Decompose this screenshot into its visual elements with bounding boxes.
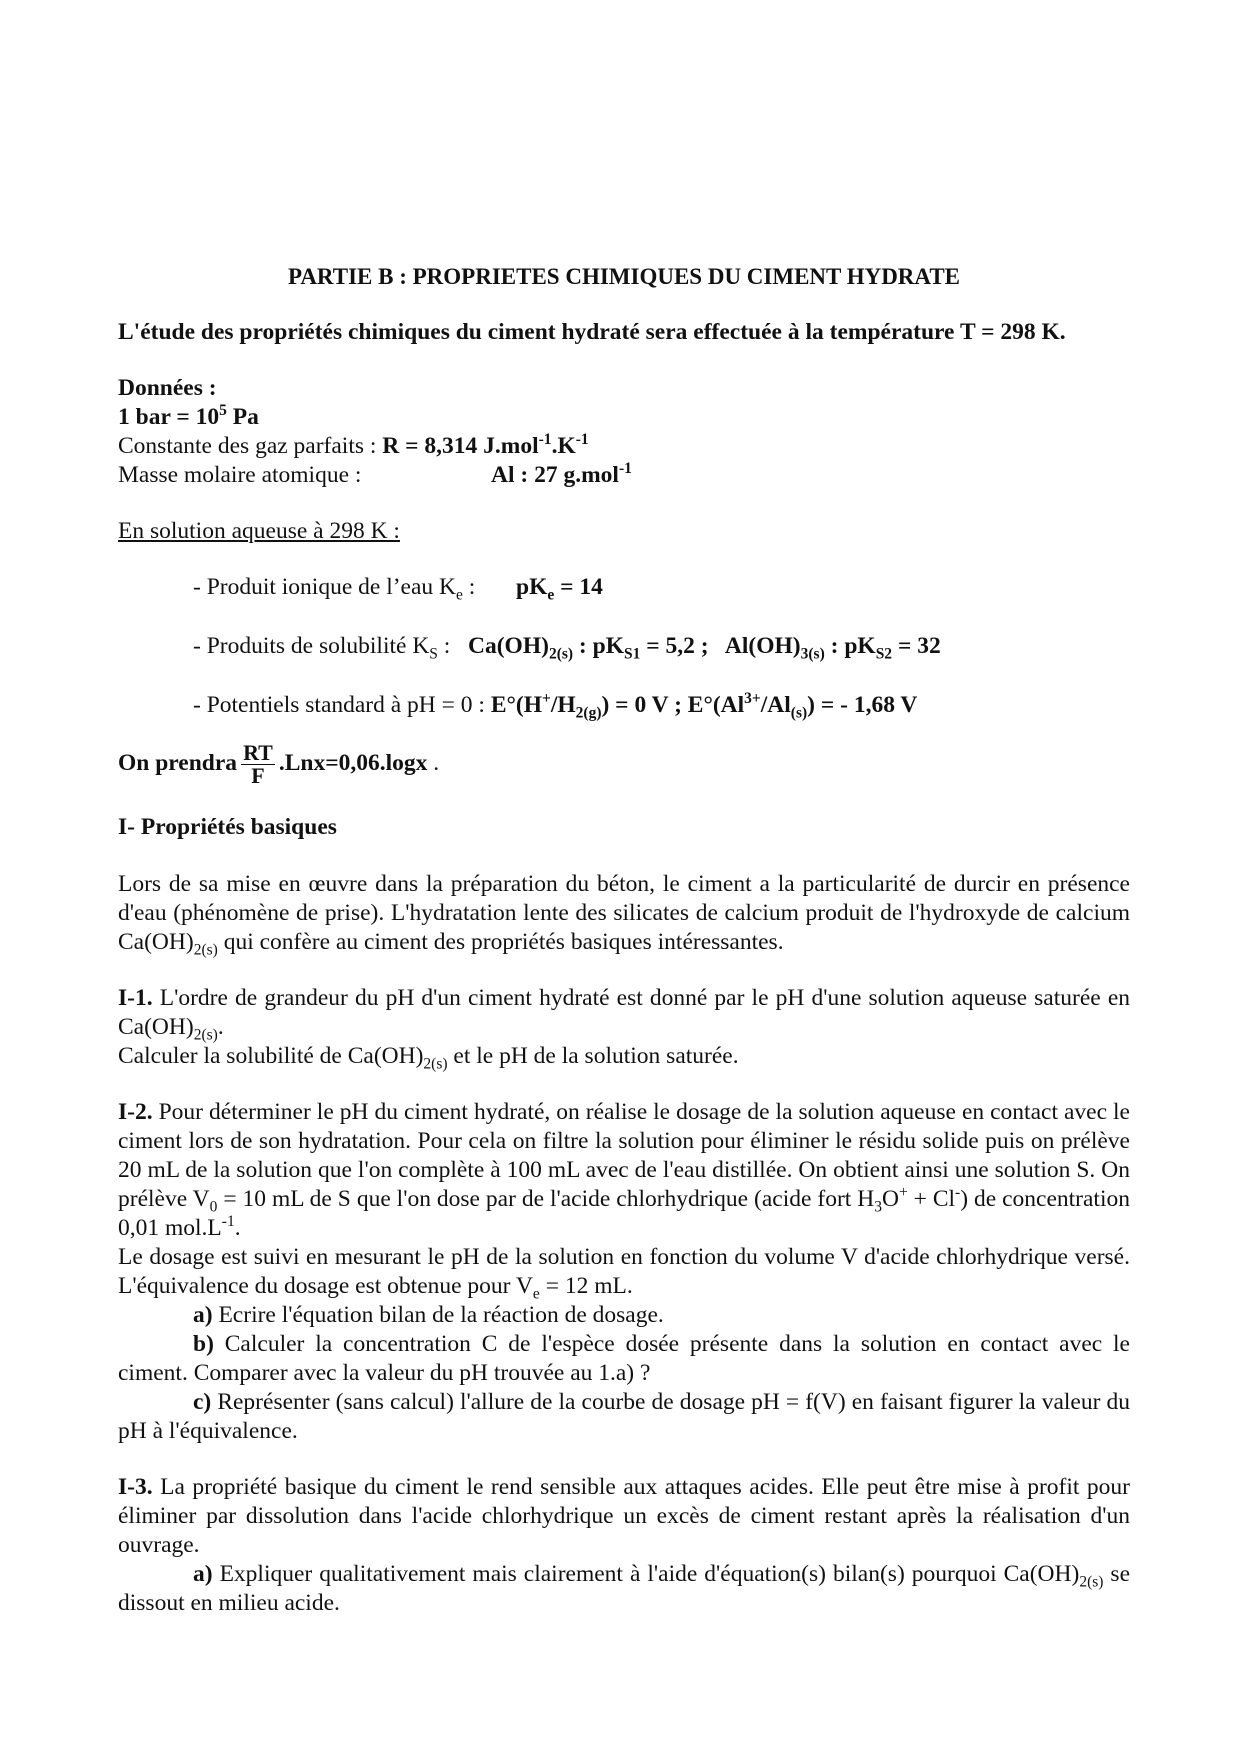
section-heading-proprietes-basiques: I- Propriétés basiques xyxy=(118,814,337,840)
masse-molaire-line: Masse molaire atomique : Al : 27 g.mol$^{-1}$ xyxy=(118,460,632,488)
page-title: PARTIE B : PROPRIETES CHIMIQUES DU CIMENT HYDRATE xyxy=(287,264,961,289)
gaz-constant-line: Constante des gaz parfaits : R = 8,314 $J.mol^{-1}.K^{-1}$ xyxy=(118,431,589,459)
potentiels-line: - Potentiels standard à pH = 0 : $E^\circ(H^+/H_{2(g)}) = 0$ V ; $E^\circ(Al^{3+}/Al_{(s)})$ = - 1,68 V xyxy=(193,690,918,722)
question-i-3: I-3. La propriété basique du ciment le rend sensible aux attaques acides. Elle peut être mise à profit pour éliminer par dissolution dans l'acide chlorhydrique un excès de ciment restant après la réalisation d'un ouvrage. a) Expliquer qualitativement mais clairement à l'aide d'équation(s) bilan(s) pourquoi $Ca(OH)_{2(s)}$ se dissout en milieu acide. xyxy=(118,1474,1130,1616)
question-i-3-a: a) Expliquer qualitativement mais clairement à l'aide d'équation(s) bilan(s) pourquoi $Ca(OH)_{2(s)}$ se dissout en milieu acide. xyxy=(118,1561,1130,1616)
page-content xyxy=(118,262,1130,1618)
solubilite-line: - Produits de solubilité $K_S$ : $Ca(OH)_{2(s)}$ : $pK_{S1} = 5,2$ ; $Al(OH)_{3(s)}$ : $pK_{S2} = 32$ xyxy=(193,633,941,663)
question-i-2-a: a) Ecrire l'équation bilan de la réaction de dosage. xyxy=(193,1302,664,1328)
intro-text: L'étude des propriétés chimiques du ciment hydraté sera effectuée à la température T = 298 K. xyxy=(118,319,1066,345)
bar-line: 1 bar = $10^5$ Pa xyxy=(118,402,259,430)
question-i-2: I-2. Pour déterminer le pH du ciment hydraté, on réalise le dosage de la solution aqueuse en contact avec le ciment lors de son hydratation. Pour cela on filtre la solution pour éliminer le résidu solide puis on prélève 20 mL de la solution que l'on complète à 100 mL avec de l'eau distillée. On obtient ainsi une solution S. On prélève $V_0 = 10$ mL de S que l'on dose par de l'acide chlorhydrique (acide fort $H_3O^+ + Cl^-$) de concentration 0,01 $mol.L^{-1}$. Le dosage est suivi en mesurant le pH de la solution en fonction du volume V d'acide chlorhydrique versé. L'équivalence du dosage est obtenue pour $V_e = 12$ mL. a) Ecrire l'équation bilan de la réaction de dosage. b) Calculer la concentration C de l'espèce dosée présente dans la solution en contact avec le ciment. Comparer avec la valeur du pH trouvée au 1.a) ? c) Représenter (sans calcul) l'allure de la courbe de dosage pH = f(V) en faisant figurer la valeur du pH à l'équivalence. xyxy=(118,1099,1130,1444)
question-i-2-b: b) Calculer la concentration C de l'espèce dosée présente dans la solution en contact avec le ciment. Comparer avec la valeur du pH trouvée au 1.a) ? xyxy=(118,1331,1130,1386)
donnees-heading: Données : xyxy=(118,375,217,401)
donnees-block xyxy=(118,374,1130,490)
question-i-2-c: c) Représenter (sans calcul) l'allure de la courbe de dosage pH = f(V) en faisant figurer la valeur du pH à l'équivalence. xyxy=(118,1389,1130,1444)
rt-over-f-fraction: $\frac{RT}{F}$ xyxy=(243,740,273,788)
section1-paragraph: Lors de sa mise en œuvre dans la préparation du béton, le ciment a la particularité de durcir en présence d'eau (phénomène de prise). L'hydratation lente des silicates de calcium produit de l'hydroxyde de calcium $Ca(OH)_{2(s)}$ qui confère au ciment des propriétés basiques intéressantes. xyxy=(118,871,1130,959)
produit-ionique-line: - Produit ionique de l’eau $K_e$ : $pK_e = 14$ xyxy=(193,574,603,604)
solution-heading: En solution aqueuse à 298 K : xyxy=(118,518,400,544)
prendra-line: On prendra $\frac{RT}{F}$ .Lnx=0,06.logx . xyxy=(118,740,440,788)
question-i-1: I-1. L'ordre de grandeur du pH d'un ciment hydraté est donné par le pH d'une solution aqueuse saturée en $Ca(OH)_{2(s)}$. Calculer la solubilité de $Ca(OH)_{2(s)}$ et le pH de la solution saturée. xyxy=(118,985,1130,1073)
